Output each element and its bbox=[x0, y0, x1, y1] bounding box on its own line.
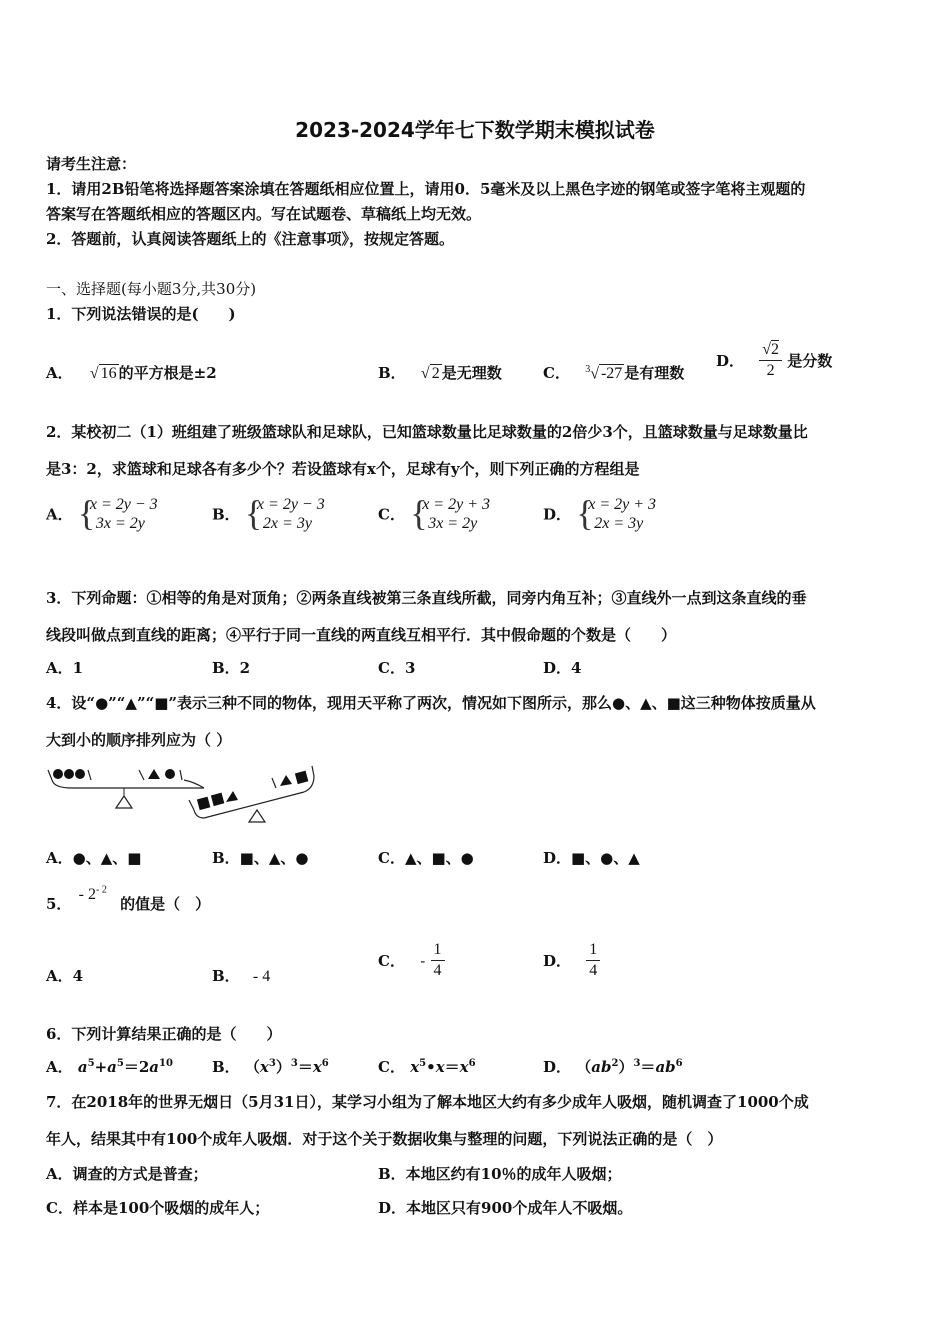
q5-option-c: C． - $\frac{1}{4}$ bbox=[378, 940, 445, 981]
q2-option-d: D． { x = 2y + 3 2x = 3y bbox=[543, 493, 657, 533]
q7-option-c: C．样本是100个吸烟的成年人； bbox=[46, 1199, 270, 1217]
circle-icon bbox=[64, 769, 74, 779]
question-7-line: 年人，结果其中有100个成年人吸烟．对于这个关于数据收集与整理的问题，下列说法正确的是（ ） bbox=[46, 1130, 723, 1148]
question-5-stem: 5． - $2^{- 2}$ 的值是（ ） bbox=[46, 884, 211, 913]
square-icon bbox=[211, 793, 224, 806]
triangle-icon bbox=[148, 769, 160, 779]
balance-scale-figure bbox=[44, 760, 334, 830]
question-2-line: 是3：2，求篮球和足球各有多少个？若设篮球有x个，足球有y个，则下列正确的方程组是 bbox=[46, 460, 640, 478]
q2-option-b: B． { x = 2y − 3 2x = 3y bbox=[212, 493, 325, 533]
q6-option-c: C． $x^5•x=x^6$ bbox=[378, 1058, 476, 1076]
q3-option-a: A．1 bbox=[46, 659, 84, 677]
q1-option-c: C． $^3$√ -27 是有理数 bbox=[543, 363, 685, 382]
square-icon bbox=[295, 771, 308, 784]
question-2-line: 2．某校初二（1）班组建了班级篮球队和足球队，已知篮球数量比足球数量的2倍少3个，且篮球数量与足球数量比 bbox=[46, 423, 808, 441]
q6-option-d: D． $(ab^2)^3=ab^6$ bbox=[543, 1058, 683, 1076]
triangle-icon bbox=[226, 791, 238, 802]
square-icon bbox=[197, 797, 210, 810]
question-1-stem: 1．下列说法错误的是( ) bbox=[46, 305, 236, 323]
question-3-line: 线段叫做点到直线的距离；④平行于同一直线的两直线互相平行．其中假命题的个数是（ ） bbox=[46, 626, 677, 644]
q3-option-c: C．3 bbox=[378, 659, 416, 677]
triangle-icon bbox=[280, 775, 292, 786]
notice-line: 1．请用2B铅笔将选择题答案涂填在答题纸相应位置上，请用0．5毫米及以上黑色字迹的钢笔或签字笔将主观题的 bbox=[46, 180, 806, 198]
notice-heading: 请考生注意： bbox=[46, 155, 137, 173]
notice-line: 答案写在答题纸相应的答题区内。写在试题卷、草稿纸上均无效。 bbox=[46, 205, 482, 223]
q1-option-a: A． √ 16 的平方根是±2 bbox=[46, 364, 217, 382]
q7-option-b: B．本地区约有10％的成年人吸烟； bbox=[378, 1165, 622, 1183]
q3-option-b: B．2 bbox=[212, 659, 251, 677]
q5-option-a: A．4 bbox=[46, 967, 84, 985]
q3-option-d: D．4 bbox=[543, 659, 582, 677]
question-7-line: 7．在2018年的世界无烟日（5月31日），某学习小组为了解本地区大约有多少成年人吸烟，随机调查了1000个成 bbox=[46, 1093, 809, 1111]
section-heading: 一、选择题(每小题3分,共30分) bbox=[46, 280, 257, 298]
circle-icon bbox=[75, 769, 85, 779]
q1-option-b: B． √ 2 是无理数 bbox=[378, 364, 502, 382]
q4-option-b: B．■、▲、● bbox=[212, 849, 309, 867]
q7-option-a: A．调查的方式是普查； bbox=[46, 1165, 208, 1183]
q4-option-a: A．●、▲、■ bbox=[46, 849, 142, 867]
balance-level bbox=[48, 769, 204, 808]
q4-option-d: D．■、●、▲ bbox=[543, 849, 640, 867]
q1-option-d: D． $\frac{√2}{2}$ 是分数 bbox=[716, 341, 833, 379]
page-title: 2023-2024学年七下数学期末模拟试卷 bbox=[295, 118, 655, 142]
q2-option-a: A． { x = 2y − 3 3x = 2y bbox=[46, 493, 158, 533]
question-4-line: 大到小的顺序排列应为（ ） bbox=[46, 731, 232, 749]
fulcrum bbox=[249, 810, 265, 822]
q4-option-c: C．▲、■、● bbox=[378, 849, 474, 867]
fulcrum bbox=[116, 796, 132, 808]
notice-line: 2．答题前，认真阅读答题纸上的《注意事项》，按规定答题。 bbox=[46, 230, 454, 248]
q7-option-d: D．本地区只有900个成年人不吸烟。 bbox=[378, 1199, 633, 1217]
q6-option-b: B． $(x^3)^3=x^6$ bbox=[212, 1058, 329, 1076]
balance-tilted bbox=[189, 766, 314, 822]
circle-icon bbox=[165, 769, 175, 779]
question-3-line: 3．下列命题：①相等的角是对顶角；②两条直线被第三条直线所截，同旁内角互补；③直线外一点到这条直线的垂 bbox=[46, 589, 807, 607]
q5-option-d: D． $\frac{1}{4}$ bbox=[543, 940, 600, 981]
q6-option-a: A． $a^5+a^5=2a^{10}$ bbox=[46, 1058, 173, 1076]
question-4-line: 4．设“●”“▲”“■”表示三种不同的物体，现用天平称了两次，情况如下图所示，那么●、▲、■这三种物体按质量从 bbox=[46, 694, 816, 712]
q2-option-c: C． { x = 2y + 3 3x = 2y bbox=[378, 493, 490, 533]
q5-option-b: B． - 4 bbox=[212, 967, 271, 985]
question-6-stem: 6．下列计算结果正确的是（ ） bbox=[46, 1025, 282, 1043]
circle-icon bbox=[53, 769, 63, 779]
